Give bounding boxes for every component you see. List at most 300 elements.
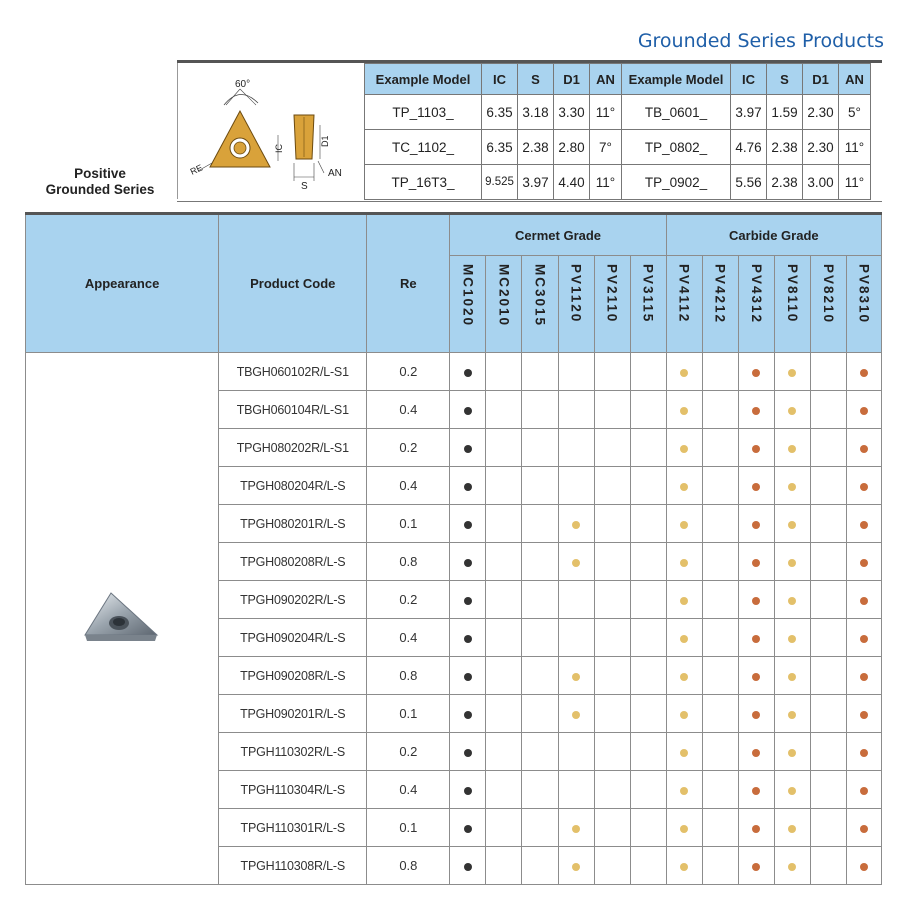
re-cell: 0.2 [367, 581, 450, 619]
availability-dot-icon [752, 407, 760, 415]
grade-cell [846, 771, 881, 809]
availability-dot-icon [788, 635, 796, 643]
grade-cell [450, 695, 486, 733]
product-code-cell: TPGH080201R/L-S [219, 505, 367, 543]
availability-dot-icon [788, 559, 796, 567]
grade-cell [738, 619, 774, 657]
spec-cell: 1.59 [767, 95, 803, 130]
grade-cell [522, 619, 558, 657]
grade-cell [450, 847, 486, 885]
grade-cell [666, 847, 702, 885]
availability-dot-icon [860, 483, 868, 491]
grade-cell [702, 657, 738, 695]
grade-cell [630, 543, 666, 581]
grade-cell [594, 847, 630, 885]
grade-cell [630, 429, 666, 467]
grade-header-pv8210 [810, 256, 846, 353]
availability-dot-icon [680, 597, 688, 605]
grade-cell [630, 353, 666, 391]
grade-cell [558, 619, 594, 657]
grade-cell [522, 543, 558, 581]
grade-cell [558, 733, 594, 771]
grade-cell [522, 847, 558, 885]
grade-label: MC3015 [532, 264, 548, 328]
re-cell: 0.8 [367, 543, 450, 581]
grade-header-mc2010 [486, 256, 522, 353]
availability-dot-icon [572, 711, 580, 719]
grade-cell [702, 809, 738, 847]
grade-cell [846, 543, 881, 581]
grade-cell [738, 809, 774, 847]
product-code-cell: TPGH090204R/L-S [219, 619, 367, 657]
angle-label: 60° [235, 79, 251, 90]
grade-cell [630, 581, 666, 619]
grade-cell [738, 657, 774, 695]
grade-header-pv3115 [630, 256, 666, 353]
product-code-cell: TPGH080208R/L-S [219, 543, 367, 581]
availability-dot-icon [860, 369, 868, 377]
availability-dot-icon [860, 711, 868, 719]
availability-dot-icon [572, 559, 580, 567]
grade-cell [774, 657, 810, 695]
spec-cell: 11° [590, 165, 622, 200]
grade-cell [594, 657, 630, 695]
grade-cell [558, 353, 594, 391]
availability-dot-icon [788, 825, 796, 833]
re-cell: 0.1 [367, 505, 450, 543]
availability-dot-icon [680, 825, 688, 833]
grade-cell [846, 847, 881, 885]
grade-cell [738, 543, 774, 581]
grade-cell [774, 809, 810, 847]
grade-cell [810, 467, 846, 505]
grade-cell [738, 733, 774, 771]
d1-label: D1 [320, 135, 330, 147]
grade-header-pv1120 [558, 256, 594, 353]
availability-dot-icon [752, 673, 760, 681]
spec-header-row [365, 64, 871, 95]
grade-cell [810, 429, 846, 467]
grade-cell [558, 657, 594, 695]
availability-dot-icon [464, 483, 472, 491]
grade-label: PV4212 [712, 264, 728, 325]
insert-dimension-drawing [178, 63, 364, 199]
availability-dot-icon [752, 597, 760, 605]
grade-cell [810, 847, 846, 885]
availability-dot-icon [680, 483, 688, 491]
re-label: RE [188, 162, 205, 177]
grade-cell [846, 353, 881, 391]
spec-header-cell: IC [731, 64, 767, 95]
grade-label: PV3115 [640, 264, 656, 324]
re-cell: 0.4 [367, 391, 450, 429]
grade-cell [810, 733, 846, 771]
spec-cell: 3.97 [731, 95, 767, 130]
grade-cell [486, 581, 522, 619]
availability-dot-icon [788, 749, 796, 757]
grade-cell [846, 429, 881, 467]
grade-cell [846, 391, 881, 429]
availability-dot-icon [860, 407, 868, 415]
ic-label: IC [274, 144, 284, 153]
grade-cell [810, 353, 846, 391]
spec-cell: TC_1102_ [365, 130, 482, 165]
grade-cell [666, 733, 702, 771]
grade-cell [630, 695, 666, 733]
re-cell: 0.1 [367, 695, 450, 733]
series-label-line1: Positive [74, 166, 126, 181]
spec-cell: 2.38 [767, 130, 803, 165]
spec-cell: 11° [839, 165, 871, 200]
availability-dot-icon [464, 521, 472, 529]
spec-section [177, 60, 882, 202]
grade-cell [486, 505, 522, 543]
product-code-cell: TPGH090208R/L-S [219, 657, 367, 695]
grade-cell [738, 391, 774, 429]
grade-cell [594, 467, 630, 505]
grade-cell [486, 847, 522, 885]
grade-cell [450, 543, 486, 581]
grade-header-pv4312 [738, 256, 774, 353]
grade-cell [594, 581, 630, 619]
availability-dot-icon [680, 863, 688, 871]
grade-cell [666, 467, 702, 505]
availability-dot-icon [860, 863, 868, 871]
grade-cell [774, 619, 810, 657]
grade-cell [486, 619, 522, 657]
grade-cell [738, 847, 774, 885]
grade-cell [666, 695, 702, 733]
page-title: Grounded Series Products [637, 30, 884, 52]
availability-dot-icon [680, 445, 688, 453]
spec-header-cell: S [518, 64, 554, 95]
availability-dot-icon [788, 673, 796, 681]
re-cell: 0.8 [367, 847, 450, 885]
grade-cell [558, 847, 594, 885]
availability-dot-icon [752, 749, 760, 757]
grade-cell [738, 505, 774, 543]
grade-cell [558, 809, 594, 847]
spec-cell: 6.35 [482, 130, 518, 165]
grade-cell [774, 733, 810, 771]
availability-dot-icon [752, 445, 760, 453]
grade-header-pv4112 [666, 256, 702, 353]
grade-cell [594, 505, 630, 543]
grade-cell [486, 429, 522, 467]
availability-dot-icon [752, 863, 760, 871]
availability-dot-icon [788, 521, 796, 529]
availability-dot-icon [860, 825, 868, 833]
grade-cell [558, 771, 594, 809]
product-code-cell: TPGH090202R/L-S [219, 581, 367, 619]
grade-cell [702, 695, 738, 733]
grade-cell [450, 429, 486, 467]
availability-dot-icon [788, 863, 796, 871]
cermet-grade-header: Cermet Grade [450, 214, 666, 256]
grade-cell [774, 543, 810, 581]
availability-dot-icon [464, 673, 472, 681]
spec-header-cell: D1 [554, 64, 590, 95]
grade-cell [450, 657, 486, 695]
product-code-cell: TPGH110308R/L-S [219, 847, 367, 885]
spec-cell: 11° [590, 95, 622, 130]
grade-cell [630, 847, 666, 885]
spec-cell: TP_0802_ [622, 130, 731, 165]
grade-cell [522, 733, 558, 771]
spec-header-cell: IC [482, 64, 518, 95]
product-table-wrap [25, 212, 882, 885]
grade-label: PV1120 [568, 264, 584, 324]
appearance-cell [26, 353, 219, 885]
spec-cell: 9.525 [482, 165, 518, 200]
availability-dot-icon [860, 597, 868, 605]
availability-dot-icon [752, 711, 760, 719]
grade-cell [450, 505, 486, 543]
grade-header-pv2110 [594, 256, 630, 353]
group-header-row [26, 214, 882, 256]
grade-cell [846, 619, 881, 657]
product-code-cell: TPGH090201R/L-S [219, 695, 367, 733]
grade-cell [774, 391, 810, 429]
grade-cell [738, 581, 774, 619]
grade-header-pv8110 [774, 256, 810, 353]
grade-cell [594, 619, 630, 657]
re-cell: 0.4 [367, 619, 450, 657]
grade-label: PV4312 [748, 264, 764, 325]
spec-cell: 2.80 [554, 130, 590, 165]
grade-header-pv8310 [846, 256, 881, 353]
grade-cell [522, 391, 558, 429]
spec-cell: 2.30 [803, 130, 839, 165]
spec-cell: 5° [839, 95, 871, 130]
grade-cell [702, 619, 738, 657]
grade-header-mc1020 [450, 256, 486, 353]
availability-dot-icon [464, 749, 472, 757]
availability-dot-icon [788, 597, 796, 605]
spec-cell: 11° [839, 130, 871, 165]
grade-cell [702, 581, 738, 619]
grade-cell [738, 429, 774, 467]
grade-cell [522, 809, 558, 847]
spec-cell: 4.40 [554, 165, 590, 200]
grade-cell [810, 543, 846, 581]
availability-dot-icon [752, 787, 760, 795]
grade-cell [702, 429, 738, 467]
grade-cell [666, 391, 702, 429]
availability-dot-icon [788, 483, 796, 491]
availability-dot-icon [860, 445, 868, 453]
insert-geometry-diagram [177, 63, 365, 199]
spec-body [365, 95, 871, 200]
spec-row [365, 95, 871, 130]
grade-label: PV2110 [604, 264, 620, 324]
grade-cell [774, 847, 810, 885]
product-code-cell: TPGH080202R/L-S1 [219, 429, 367, 467]
grade-cell [594, 733, 630, 771]
re-cell: 0.2 [367, 429, 450, 467]
product-code-cell: TPGH110301R/L-S [219, 809, 367, 847]
availability-dot-icon [860, 787, 868, 795]
product-code-cell: TPGH080204R/L-S [219, 467, 367, 505]
availability-dot-icon [860, 521, 868, 529]
grade-cell [450, 467, 486, 505]
availability-dot-icon [572, 521, 580, 529]
grade-cell [522, 695, 558, 733]
availability-dot-icon [464, 407, 472, 415]
example-model-table [364, 63, 871, 200]
grade-cell [630, 391, 666, 429]
grade-cell [630, 809, 666, 847]
spec-header-cell: AN [590, 64, 622, 95]
grade-cell [486, 391, 522, 429]
grade-cell [738, 771, 774, 809]
grade-cell [522, 581, 558, 619]
grade-header-mc3015 [522, 256, 558, 353]
grade-cell [846, 733, 881, 771]
availability-dot-icon [788, 445, 796, 453]
spec-cell: TP_1103_ [365, 95, 482, 130]
grade-cell [774, 429, 810, 467]
product-grade-table [25, 212, 882, 885]
grade-cell [846, 695, 881, 733]
grade-cell [486, 695, 522, 733]
grade-label: PV8210 [820, 264, 836, 325]
grade-cell [810, 619, 846, 657]
availability-dot-icon [680, 635, 688, 643]
spec-header-cell: D1 [803, 64, 839, 95]
grade-cell [666, 505, 702, 543]
availability-dot-icon [860, 673, 868, 681]
availability-dot-icon [680, 749, 688, 757]
s-label: S [301, 181, 308, 192]
availability-dot-icon [788, 369, 796, 377]
spec-cell: 4.76 [731, 130, 767, 165]
grade-cell [774, 771, 810, 809]
grade-cell [450, 391, 486, 429]
grade-cell [702, 847, 738, 885]
spec-header-cell: AN [839, 64, 871, 95]
grade-cell [594, 771, 630, 809]
availability-dot-icon [752, 483, 760, 491]
an-label: AN [328, 168, 342, 179]
re-cell: 0.4 [367, 467, 450, 505]
grade-cell [522, 467, 558, 505]
spec-cell: 2.30 [803, 95, 839, 130]
spec-header-cell: S [767, 64, 803, 95]
spec-cell: 7° [590, 130, 622, 165]
grade-cell [522, 771, 558, 809]
grade-cell [702, 771, 738, 809]
availability-dot-icon [752, 369, 760, 377]
grade-cell [594, 543, 630, 581]
product-code-cell: TBGH060104R/L-S1 [219, 391, 367, 429]
availability-dot-icon [680, 673, 688, 681]
grade-cell [522, 505, 558, 543]
grade-cell [558, 581, 594, 619]
grade-cell [630, 505, 666, 543]
availability-dot-icon [752, 559, 760, 567]
grade-cell [450, 619, 486, 657]
spec-cell: TP_16T3_ [365, 165, 482, 200]
grade-cell [774, 505, 810, 543]
spec-cell: 5.56 [731, 165, 767, 200]
grade-cell [666, 619, 702, 657]
availability-dot-icon [572, 673, 580, 681]
grade-cell [630, 619, 666, 657]
re-cell: 0.1 [367, 809, 450, 847]
grade-cell [558, 391, 594, 429]
availability-dot-icon [860, 749, 868, 757]
grade-cell [702, 391, 738, 429]
grade-cell [846, 505, 881, 543]
availability-dot-icon [752, 635, 760, 643]
grade-label: MC1020 [460, 264, 476, 328]
grade-cell [774, 353, 810, 391]
grade-cell [630, 657, 666, 695]
grade-cell [558, 467, 594, 505]
grade-label: MC2010 [496, 264, 512, 328]
grade-cell [522, 353, 558, 391]
grade-cell [702, 733, 738, 771]
grade-cell [558, 695, 594, 733]
grade-cell [630, 771, 666, 809]
availability-dot-icon [752, 521, 760, 529]
grade-cell [666, 581, 702, 619]
availability-dot-icon [752, 825, 760, 833]
grade-cell [486, 543, 522, 581]
availability-dot-icon [464, 445, 472, 453]
grade-cell [810, 391, 846, 429]
product-code-cell: TPGH110304R/L-S [219, 771, 367, 809]
grade-cell [594, 429, 630, 467]
grade-header-pv4212 [702, 256, 738, 353]
grade-cell [810, 657, 846, 695]
availability-dot-icon [680, 559, 688, 567]
grade-cell [666, 771, 702, 809]
grade-cell [450, 809, 486, 847]
grade-cell [774, 695, 810, 733]
grade-cell [774, 467, 810, 505]
availability-dot-icon [464, 559, 472, 567]
grade-cell [522, 657, 558, 695]
grade-cell [810, 771, 846, 809]
grade-cell [558, 429, 594, 467]
angle-arc [224, 94, 258, 105]
availability-dot-icon [860, 635, 868, 643]
grade-cell [522, 429, 558, 467]
spec-cell: TB_0601_ [622, 95, 731, 130]
grade-cell [738, 695, 774, 733]
grade-cell [666, 543, 702, 581]
re-header: Re [367, 214, 450, 353]
availability-dot-icon [680, 369, 688, 377]
grade-label: PV4112 [676, 264, 692, 324]
table-row [26, 353, 882, 391]
grade-cell [810, 505, 846, 543]
availability-dot-icon [860, 559, 868, 567]
availability-dot-icon [572, 863, 580, 871]
availability-dot-icon [572, 825, 580, 833]
spec-row [365, 165, 871, 200]
grade-cell [702, 543, 738, 581]
grade-cell [846, 809, 881, 847]
grade-cell [594, 695, 630, 733]
grade-cell [450, 353, 486, 391]
grade-cell [486, 657, 522, 695]
product-code-cell: TPGH110302R/L-S [219, 733, 367, 771]
availability-dot-icon [680, 407, 688, 415]
availability-dot-icon [788, 407, 796, 415]
